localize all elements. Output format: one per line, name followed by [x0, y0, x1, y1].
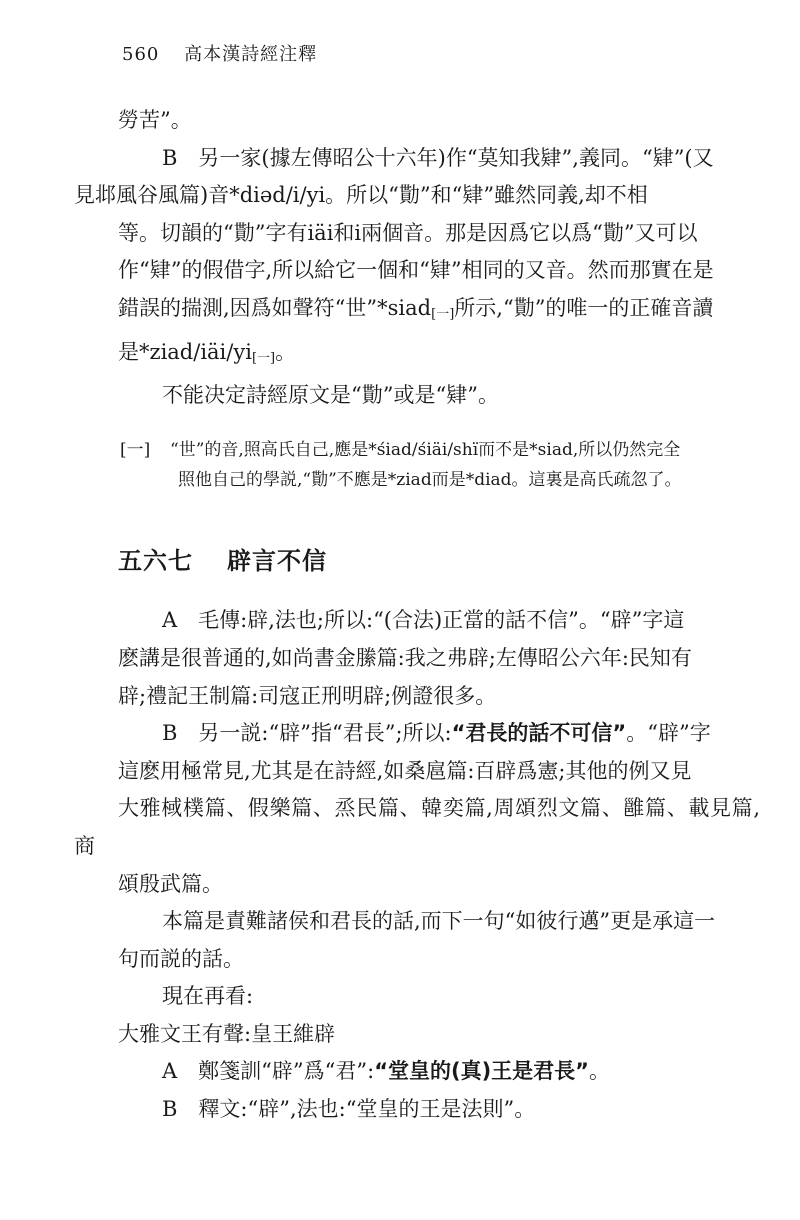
now-look-line: 現在再看:	[162, 984, 254, 1009]
citation-B: B 釋文:“辟”,法也:“堂皇的王是法則”。	[162, 1097, 536, 1122]
text-line: 句而説的話。	[118, 946, 244, 971]
text-line: 這麽用極常見,尤其是在詩經,如桑扈篇:百辟爲憲;其他的例又見	[118, 758, 692, 783]
text-fragment: 所示,“勩”的唯一的正確音讀	[454, 295, 714, 320]
footnote-marker: [一]	[120, 439, 151, 460]
text-line: 辟;禮記王制篇:司寇正刑明辟;例證很多。	[118, 683, 497, 708]
text-fragment: 。	[589, 1059, 610, 1084]
section-heading	[118, 543, 760, 581]
paragraph-C	[118, 903, 760, 978]
text-line: 作“肄”的假借字,所以給它一個和“肄”相同的又音。然而那實在是	[118, 258, 714, 283]
page-body	[74, 102, 760, 1129]
text-line: B 另一家(據左傳昭公十六年)作“莫知我肄”,義同。“肄”(又	[162, 145, 714, 170]
continuation-line: 勞苦”。	[118, 108, 192, 132]
paragraph-B	[74, 715, 760, 903]
text-line	[162, 721, 711, 745]
text-fragment: 。	[275, 339, 297, 364]
text-line: A 毛傳:辟,法也;所以:“(合法)正當的話不信”。“辟”字這	[162, 608, 685, 633]
conclusion-paragraph: 不能决定詩經原文是“勩”或是“肄”。	[162, 383, 499, 408]
page-number: 560	[122, 44, 160, 65]
citation-A	[118, 1053, 760, 1091]
section-title: 辟言不信	[227, 546, 327, 575]
paragraph-B-prev	[74, 140, 760, 378]
text-line: 等。切韻的“勩”字有iäi和i兩個音。那是因爲它以爲“勩”又可以	[118, 220, 698, 245]
text-fragment: 錯誤的揣測,因爲如聲符“世”	[118, 295, 378, 320]
text-line: 麽講是很普通的,如尚書金縢篇:我之弗辟;左傳昭公六年:民知有	[118, 645, 692, 670]
text-line	[74, 334, 296, 378]
running-header	[122, 40, 317, 66]
text-line: 大雅棫樸篇、假樂篇、烝民篇、韓奕篇,周頌烈文篇、雝篇、載見篇,商	[74, 796, 760, 858]
text-line: 見邶風谷風篇)音*diəd/i/yi。所以“勩”和“肄”雖然同義,却不相	[74, 183, 648, 208]
text-fragment: A 鄭箋訓“辟”爲“君”:	[162, 1059, 375, 1084]
footnote	[118, 435, 760, 495]
text-line: 本篇是責難諸侯和君長的話,而下一句“如彼行邁”更是承這一	[162, 909, 716, 934]
running-title: 高本漢詩經注釋	[184, 44, 318, 65]
bold-phrase: “君長的話不可信”	[451, 721, 627, 746]
paragraph-A	[118, 602, 760, 715]
footnote-line: 照他自己的學説,“勩”不應是*ziad而是*diad。這裏是高氏疏忽了。	[178, 469, 682, 490]
phonetic: 是*ziad/iäi/yi	[118, 339, 252, 364]
section-number: 五六七	[118, 546, 193, 575]
text-line: 頌殷武篇。	[118, 871, 223, 896]
phonetic: *siad	[377, 295, 432, 320]
text-fragment: 。“辟”字	[626, 721, 711, 746]
footnote-line: “世”的音,照高氏自己,應是*śiad/śiäi/shï而不是*siad,所以仍然完全	[170, 439, 681, 460]
text-line	[74, 290, 713, 334]
citation-line: 大雅文王有聲:皇王維辟	[118, 1021, 336, 1046]
bold-phrase: “堂皇的(真)王是君長”	[374, 1059, 589, 1084]
footnote-ref: [一]	[251, 350, 276, 366]
footnote-ref: [一]	[431, 306, 455, 322]
text-fragment: B 另一説:“辟”指“君長”;所以:	[162, 721, 452, 746]
